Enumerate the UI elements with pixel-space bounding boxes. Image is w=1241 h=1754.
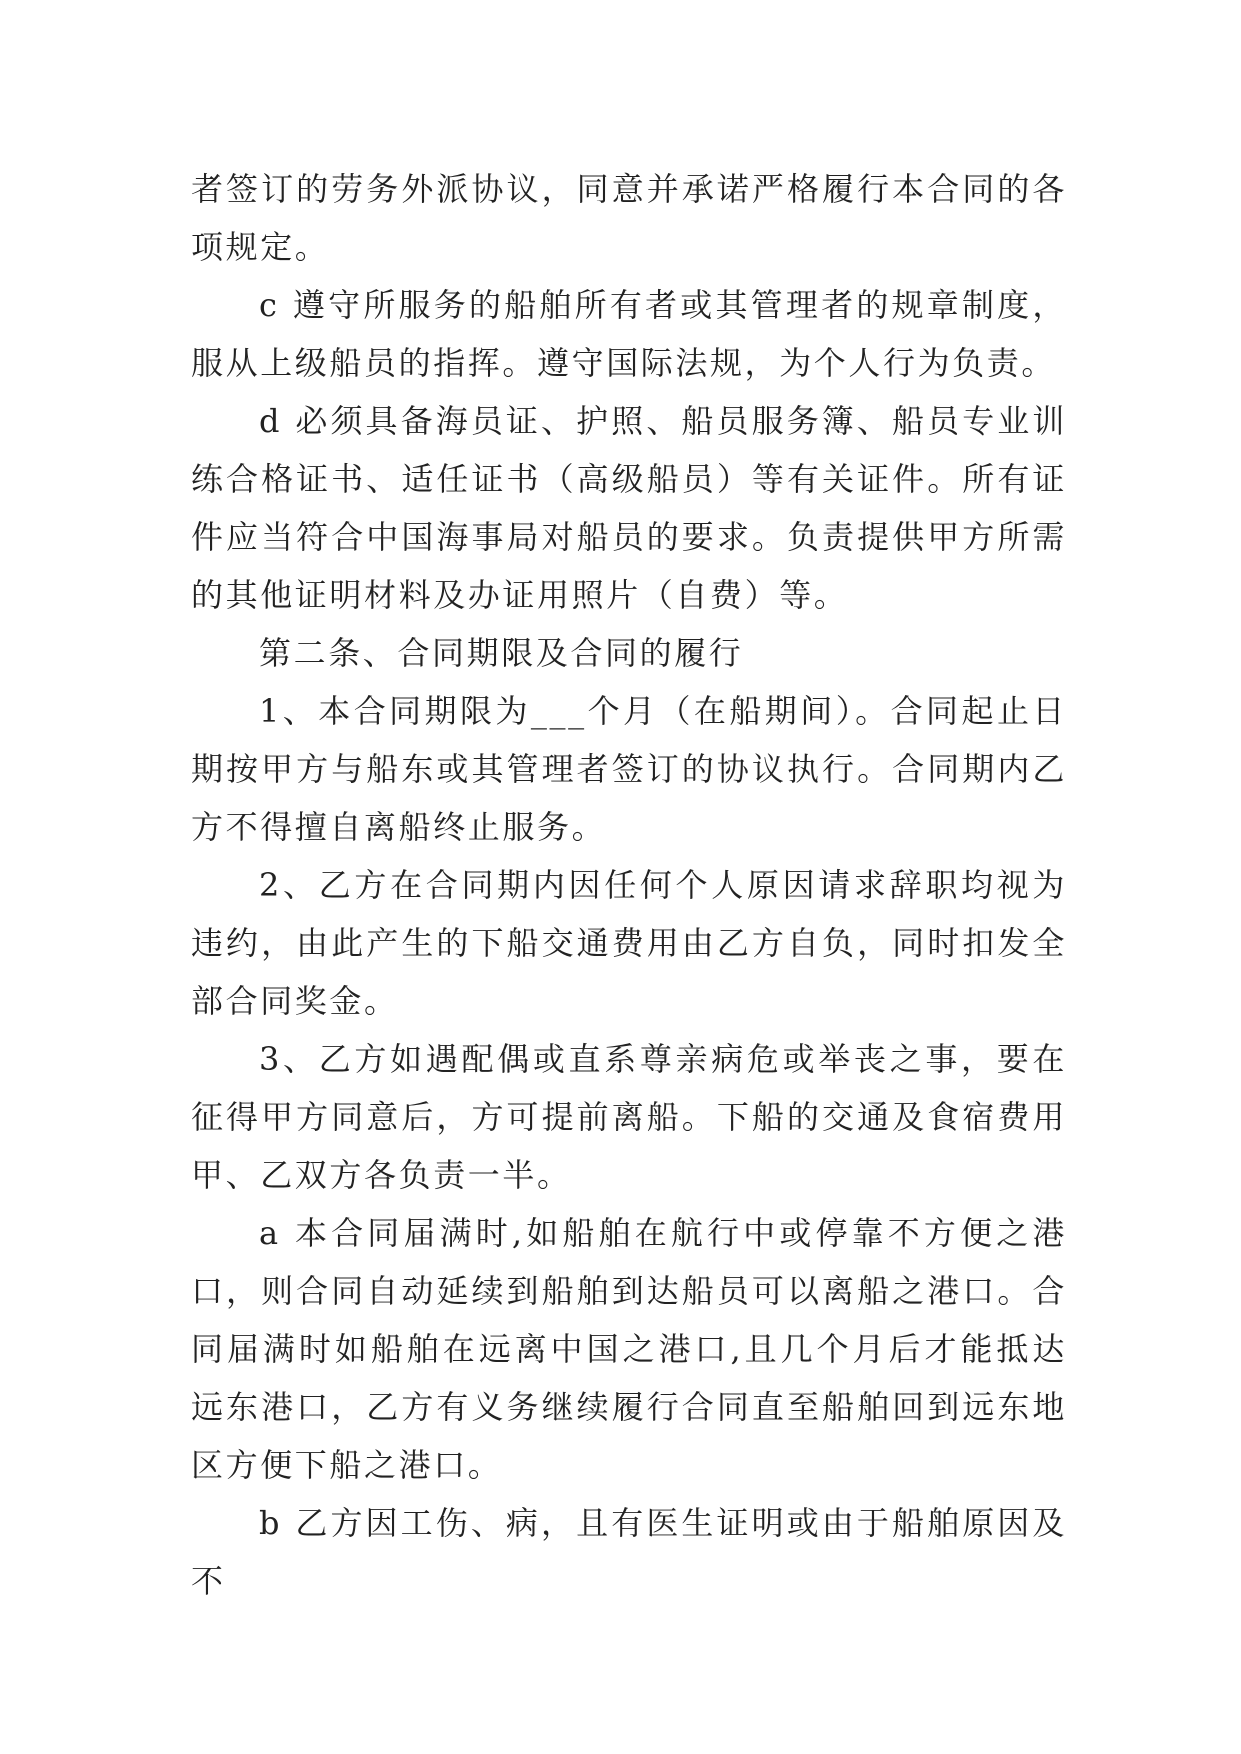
paragraph-clause-1: 1、本合同期限为___个月（在船期间）。合同起止日期按甲方与船东或其管理者签订的协议执行。合同期内乙方不得擅自离船终止服务。	[191, 692, 1067, 846]
section-heading-article-2: 第二条、合同期限及合同的履行	[259, 634, 744, 672]
document-body	[191, 160, 1067, 1610]
paragraph-item-a: a 本合同届满时,如船舶在航行中或停靠不方便之港口，则合同自动延续到船舶到达船员可以离船之港口。合同届满时如船舶在远离中国之港口,且几个月后才能抵达远东港口，乙方有义务继续履行合同直至船舶回到远东地区方便下船之港口。	[191, 1214, 1067, 1484]
paragraph-item-b: b 乙方因工伤、病，且有医生证明或由于船舶原因及不	[191, 1504, 1067, 1600]
paragraph-continuation: 者签订的劳务外派协议，同意并承诺严格履行本合同的各项规定。	[191, 170, 1067, 266]
paragraph-clause-3: 3、乙方如遇配偶或直系尊亲病危或举丧之事，要在征得甲方同意后，方可提前离船。下船的交通及食宿费用甲、乙双方各负责一半。	[191, 1040, 1067, 1194]
paragraph-item-c: c 遵守所服务的船舶所有者或其管理者的规章制度，服从上级船员的指挥。遵守国际法规，为个人行为负责。	[191, 286, 1067, 382]
paragraph-item-d: d 必须具备海员证、护照、船员服务簿、船员专业训练合格证书、适任证书（高级船员）等有关证件。所有证件应当符合中国海事局对船员的要求。负责提供甲方所需的其他证明材料及办证用照片（自费）等。	[191, 402, 1067, 614]
paragraph-clause-2: 2、乙方在合同期内因任何个人原因请求辞职均视为违约，由此产生的下船交通费用由乙方自负，同时扣发全部合同奖金。	[191, 866, 1067, 1020]
